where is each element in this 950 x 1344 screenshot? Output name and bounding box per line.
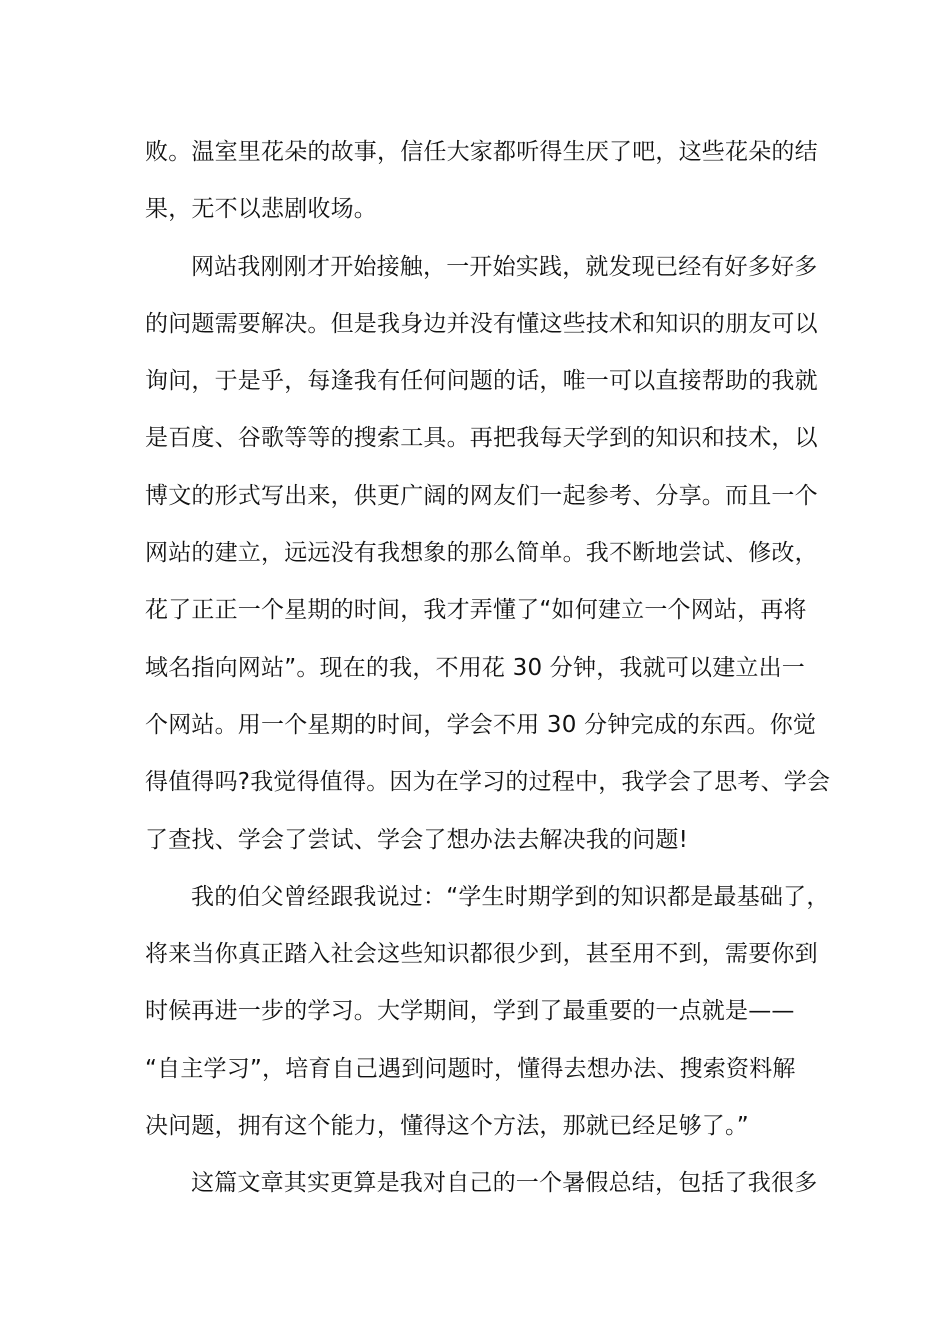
text-line: 决问题，拥有这个能力，懂得这个方法，那就已经足够了。” <box>145 1113 749 1140</box>
text-line: 是百度、谷歌等等的搜索工具。再把我每天学到的知识和技术，以 <box>145 425 818 452</box>
text-line: “自主学习”，培育自己遇到问题时，懂得去想办法、搜索资料解 <box>145 1055 796 1082</box>
text-line: 这篇文章其实更算是我对自己的一个暑假总结，包括了我很多 <box>191 1170 818 1197</box>
text-line: 我的伯父曾经跟我说过：“学生时期学到的知识都是最基础了， <box>191 883 830 910</box>
text-line: 了查找、学会了尝试、学会了想办法去解决我的问题! <box>145 826 689 853</box>
text-line: 得值得吗?我觉得值得。因为在学习的过程中，我学会了思考、学会 <box>145 769 831 796</box>
text-line: 询问，于是乎，每逢我有任何问题的话，唯一可以直接帮助的我就 <box>145 368 818 395</box>
text-line: 花了正正一个星期的时间，我才弄懂了“如何建立一个网站，再将 <box>145 597 807 624</box>
paragraph <box>145 869 830 1155</box>
text-line: 时候再进一步的学习。大学期间，学到了最重要的一点就是—— <box>145 998 795 1025</box>
text-line: 网站的建立，远远没有我想象的那么简单。我不断地尝试、修改， <box>145 540 818 567</box>
paragraph <box>145 124 818 239</box>
text-line: 的问题需要解决。但是我身边并没有懂这些技术和知识的朋友可以 <box>145 310 818 337</box>
text-line: 将来当你真正踏入社会这些知识都很少到，甚至用不到，需要你到 <box>145 941 818 968</box>
text-line: 域名指向网站”。现在的我，不用花 30 分钟，我就可以建立出一 <box>145 654 806 681</box>
text-line: 个网站。用一个星期的时间，学会不用 30 分钟完成的东西。你觉 <box>145 711 817 738</box>
text-line: 果，无不以悲剧收场。 <box>145 196 377 223</box>
text-line: 网站我刚刚才开始接触，一开始实践，就发现已经有好多好多 <box>191 253 818 280</box>
text-line: 败。温室里花朵的故事，信任大家都听得生厌了吧，这些花朵的结 <box>145 139 818 165</box>
paragraph <box>145 239 831 869</box>
paragraph <box>145 1155 818 1212</box>
text-line: 博文的形式写出来，供更广阔的网友们一起参考、分享。而且一个 <box>145 482 818 509</box>
document-body <box>145 124 831 1213</box>
